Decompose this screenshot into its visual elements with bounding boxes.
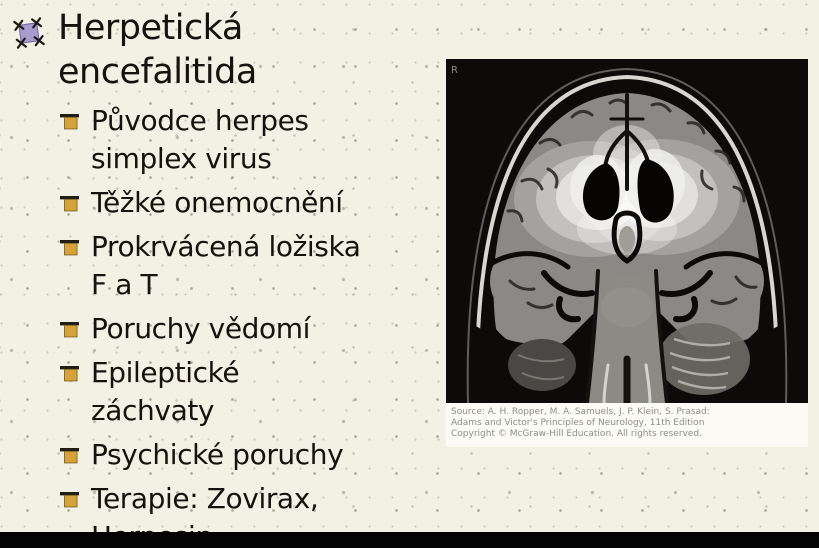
list-item <box>60 184 438 222</box>
bullet-text <box>91 102 309 178</box>
figure-caption <box>446 403 808 447</box>
square-bullet-icon <box>60 447 80 464</box>
square-bullet-icon <box>60 195 80 212</box>
list-item <box>60 354 438 430</box>
figure-caption-line: Copyright © McGraw-Hill Education. All rights reserved. <box>451 429 702 439</box>
bullet-text <box>91 354 239 430</box>
bullet-line: Poruchy vědomí <box>91 312 311 345</box>
square-bullet-icon <box>60 321 80 338</box>
bullet-line: záchvaty <box>91 394 215 427</box>
bullet-text <box>91 436 343 474</box>
list-item <box>60 436 438 474</box>
bullet-line: Původce herpes <box>91 104 309 137</box>
figure-caption-line: Source: A. H. Ropper, M. A. Samuels, J. P. Klein, S. Prasad: <box>451 407 710 417</box>
square-bullet-icon <box>60 491 80 508</box>
bullet-line: Psychické poruchy <box>91 438 344 471</box>
square-bullet-icon <box>60 365 80 382</box>
list-item <box>60 102 438 178</box>
coronal-brain-mri-image <box>446 59 808 403</box>
bullet-text <box>91 228 361 304</box>
page-title-line: encefalitida <box>58 52 257 92</box>
bullet-text <box>91 184 343 222</box>
bullet-line: simplex virus <box>91 142 272 175</box>
mri-figure <box>446 59 808 447</box>
page-title-line: Herpetická <box>58 8 243 48</box>
bullet-line: Těžké onemocnění <box>91 186 343 219</box>
bullet-line: Prokrvácená ložiska <box>91 230 361 263</box>
list-item <box>60 310 438 348</box>
page-title <box>58 6 257 94</box>
bullet-list <box>60 102 438 548</box>
slide-title-block <box>12 6 442 94</box>
mri-orientation-label: R <box>451 65 458 76</box>
stitched-square-bullet-icon <box>12 16 46 50</box>
square-bullet-icon <box>60 113 80 130</box>
bullet-line: Epileptické <box>91 356 240 389</box>
figure-caption-line: Adams and Victor's Principles of Neurology, 11th Edition <box>451 418 705 428</box>
bullet-line: F a T <box>91 268 158 301</box>
bullet-line: Terapie: Zovirax, <box>91 482 319 515</box>
bullet-text <box>91 310 310 348</box>
square-bullet-icon <box>60 239 80 256</box>
bottom-letterbox-bar <box>0 532 819 548</box>
list-item <box>60 228 438 304</box>
